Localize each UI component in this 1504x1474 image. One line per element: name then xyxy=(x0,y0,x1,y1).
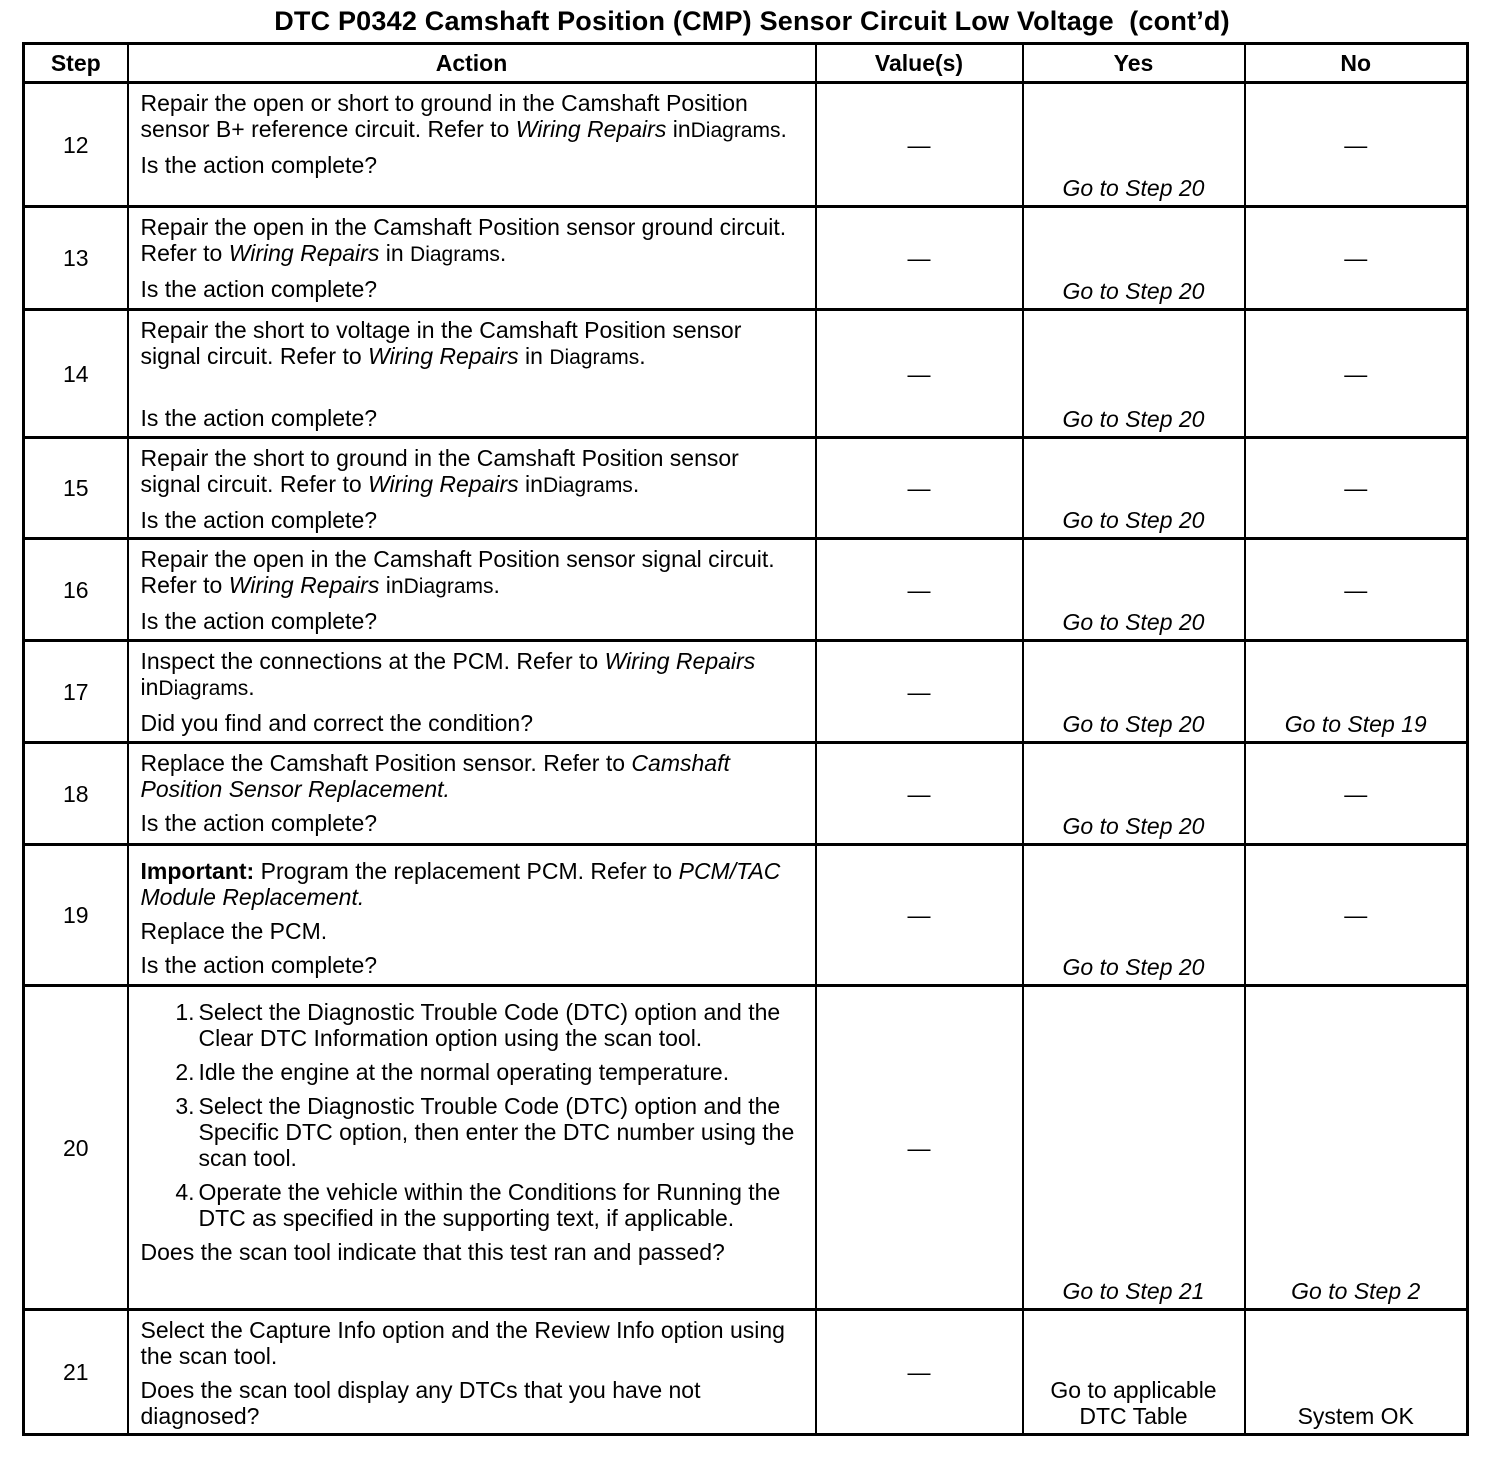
action-instruction: Repair the open in the Camshaft Position sensor signal circuit. Refer to Wiring Repairs inDiagrams. xyxy=(140,546,775,598)
yes-target: Go to Step 20 xyxy=(1062,711,1205,737)
list-item xyxy=(175,999,805,1051)
list-item xyxy=(175,1093,805,1171)
action-cell xyxy=(128,845,816,986)
step-number: 12 xyxy=(24,83,128,207)
yes-target: Go to Step 20 xyxy=(1062,507,1205,533)
yes-cell xyxy=(1023,207,1245,310)
reference-link: PCM/TAC Module Replacement. xyxy=(140,858,781,910)
step-number: 16 xyxy=(24,539,128,641)
list-text: Idle the engine at the normal operating temperature. xyxy=(198,1059,730,1085)
reference-doc: Diagrams xyxy=(410,243,500,266)
list-item xyxy=(175,1059,805,1085)
action-cell xyxy=(128,1310,816,1435)
reference-doc: Diagrams xyxy=(158,677,249,700)
table-row xyxy=(24,986,1468,1310)
value-cell: — xyxy=(816,845,1023,986)
yes-target: Go to Step 20 xyxy=(1062,609,1205,635)
action-cell xyxy=(128,310,816,438)
reference-in: in xyxy=(140,674,159,700)
value-cell: — xyxy=(816,83,1023,207)
table-row xyxy=(24,845,1468,986)
list-number: 2. xyxy=(175,1059,195,1085)
table-row xyxy=(24,539,1468,641)
yes-cell xyxy=(1023,539,1245,641)
no-cell: — xyxy=(1245,539,1468,641)
instruction-text: Program the replacement PCM. Refer to xyxy=(260,858,673,884)
reference-link: Wiring Repairs xyxy=(228,572,380,598)
step-number: 21 xyxy=(24,1310,128,1435)
instruction-text: Repair the open in the Camshaft Position sensor signal circuit. Refer to xyxy=(140,546,775,598)
yes-target: Go to applicable DTC Table xyxy=(1050,1377,1217,1429)
yes-cell xyxy=(1023,1310,1245,1435)
action-instruction: Repair the open in the Camshaft Position sensor ground circuit. Refer to Wiring Repairs in Diagrams. xyxy=(140,214,787,266)
yes-target: Go to Step 20 xyxy=(1062,406,1205,432)
step-number: 17 xyxy=(24,641,128,743)
no-cell: — xyxy=(1245,207,1468,310)
value-cell: — xyxy=(816,310,1023,438)
action-question: Is the action complete? xyxy=(140,276,378,302)
no-cell: — xyxy=(1245,743,1468,845)
instruction-text: Repair the open in the Camshaft Position sensor ground circuit. Refer to xyxy=(140,214,787,266)
list-text: Operate the vehicle within the Conditions for Running the DTC as specified in the supporting text, if applicable. xyxy=(198,1179,781,1231)
reference-doc: Diagrams xyxy=(549,346,640,369)
reference-in: in xyxy=(385,572,404,598)
action-question: Is the action complete? xyxy=(140,608,378,634)
table-row xyxy=(24,641,1468,743)
action-instruction: Select the Capture Info option and the Review Info option using the scan tool. xyxy=(140,1317,785,1369)
list-number: 3. xyxy=(175,1093,195,1119)
page-title: DTC P0342 Camshaft Position (CMP) Sensor Circuit Low Voltage (cont’d) xyxy=(274,6,1230,36)
action-extra: Replace the PCM. xyxy=(140,918,328,944)
reference-doc: Diagrams xyxy=(403,575,494,598)
action-question: Is the action complete? xyxy=(140,405,378,431)
reference-doc: Diagrams xyxy=(690,119,781,142)
action-instruction: Repair the short to ground in the Camshaft Position sensor signal circuit. Refer to Wiring Repairs inDiagrams. xyxy=(140,445,739,497)
step-number: 18 xyxy=(24,743,128,845)
no-cell: — xyxy=(1245,310,1468,438)
reference-link: Wiring Repairs xyxy=(515,116,667,142)
header-values: Value(s) xyxy=(816,44,1023,83)
action-instruction: Inspect the connections at the PCM. Refer to Wiring Repairs inDiagrams. xyxy=(140,648,756,700)
header-yes: Yes xyxy=(1023,44,1245,83)
action-cell xyxy=(128,986,816,1310)
no-target: Go to Step 2 xyxy=(1291,1278,1421,1304)
no-cell xyxy=(1245,986,1468,1310)
action-instruction xyxy=(141,750,805,802)
action-question: Is the action complete? xyxy=(140,952,378,978)
header-action: Action xyxy=(128,44,816,83)
action-cell xyxy=(128,83,816,207)
table-row xyxy=(24,310,1468,438)
reference-link: Camshaft Position Sensor Replacement. xyxy=(140,750,730,802)
yes-target: Go to Step 20 xyxy=(1062,954,1205,980)
yes-cell xyxy=(1023,986,1245,1310)
action-instruction: Repair the short to voltage in the Camshaft Position sensor signal circuit. Refer to Wiring Repairs in Diagrams. xyxy=(140,317,742,369)
action-question: Is the action complete? xyxy=(140,507,378,533)
instruction-text: Repair the open or short to ground in the Camshaft Position sensor B+ reference circuit. Refer to xyxy=(140,90,748,142)
yes-target: Go to Step 21 xyxy=(1062,1278,1205,1304)
step-number: 19 xyxy=(24,845,128,986)
instruction-text: Inspect the connections at the PCM. Refer to xyxy=(140,648,599,674)
reference-in: in xyxy=(525,343,543,369)
action-instruction xyxy=(141,858,805,910)
reference-doc: Diagrams xyxy=(542,474,633,497)
reference-in: in xyxy=(672,116,691,142)
action-cell xyxy=(128,539,816,641)
no-cell: — xyxy=(1245,438,1468,539)
instruction-text: Replace the Camshaft Position sensor. Refer to xyxy=(140,750,626,776)
action-question: Does the scan tool display any DTCs that you have not diagnosed? xyxy=(140,1377,701,1429)
action-steps-list xyxy=(141,999,805,1231)
list-number: 1. xyxy=(175,999,195,1025)
value-cell: — xyxy=(816,986,1023,1310)
list-text: Select the Diagnostic Trouble Code (DTC) option and the Specific DTC option, then enter the DTC number using the scan tool. xyxy=(198,1093,795,1171)
header-step: Step xyxy=(24,44,128,83)
step-number: 15 xyxy=(24,438,128,539)
action-cell xyxy=(128,207,816,310)
list-number: 4. xyxy=(175,1179,195,1205)
no-cell: — xyxy=(1245,83,1468,207)
no-cell xyxy=(1245,1310,1468,1435)
important-label: Important: xyxy=(140,858,255,884)
value-cell: — xyxy=(816,743,1023,845)
action-cell xyxy=(128,641,816,743)
list-item xyxy=(175,1179,805,1231)
reference-link: Wiring Repairs xyxy=(368,343,519,369)
action-question: Is the action complete? xyxy=(140,810,378,836)
no-cell xyxy=(1245,641,1468,743)
no-target: System OK xyxy=(1297,1403,1414,1429)
list-text: Select the Diagnostic Trouble Code (DTC) option and the Clear DTC Information option using the scan tool. xyxy=(198,999,781,1051)
action-cell xyxy=(128,438,816,539)
reference-link: Wiring Repairs xyxy=(228,240,380,266)
value-cell: — xyxy=(816,207,1023,310)
yes-cell xyxy=(1023,83,1245,207)
table-row xyxy=(24,743,1468,845)
yes-cell xyxy=(1023,438,1245,539)
value-cell: — xyxy=(816,641,1023,743)
value-cell: — xyxy=(816,539,1023,641)
step-number: 20 xyxy=(24,986,128,1310)
step-number: 13 xyxy=(24,207,128,310)
instruction-text: Repair the short to ground in the Camshaft Position sensor signal circuit. Refer to xyxy=(140,445,739,497)
reference-in: in xyxy=(525,471,543,497)
yes-target: Go to Step 20 xyxy=(1062,813,1205,839)
value-cell: — xyxy=(816,438,1023,539)
table-row xyxy=(24,438,1468,539)
diagnostic-table xyxy=(22,42,1469,1436)
yes-cell xyxy=(1023,310,1245,438)
reference-in: in xyxy=(385,240,404,266)
reference-link: Wiring Repairs xyxy=(368,471,519,497)
instruction-text: Repair the short to voltage in the Camshaft Position sensor signal circuit. Refer to xyxy=(140,317,742,369)
value-cell: — xyxy=(816,1310,1023,1435)
reference-link: Wiring Repairs xyxy=(604,648,756,674)
table-header-row xyxy=(24,44,1468,83)
action-question: Did you find and correct the condition? xyxy=(140,710,534,736)
table-row xyxy=(24,207,1468,310)
table-row xyxy=(24,1310,1468,1435)
yes-cell xyxy=(1023,845,1245,986)
step-number: 14 xyxy=(24,310,128,438)
table-row xyxy=(24,83,1468,207)
action-question: Is the action complete? xyxy=(140,152,378,178)
header-no: No xyxy=(1245,44,1468,83)
yes-target: Go to Step 20 xyxy=(1062,278,1205,304)
action-question: Does the scan tool indicate that this test ran and passed? xyxy=(140,1239,725,1265)
yes-target: Go to Step 20 xyxy=(1062,175,1205,201)
action-cell xyxy=(128,743,816,845)
no-cell: — xyxy=(1245,845,1468,986)
action-instruction: Repair the open or short to ground in the Camshaft Position sensor B+ reference circuit. Refer to Wiring Repairs inDiagrams. xyxy=(140,90,787,142)
yes-cell xyxy=(1023,641,1245,743)
yes-cell xyxy=(1023,743,1245,845)
no-target: Go to Step 19 xyxy=(1284,711,1427,737)
